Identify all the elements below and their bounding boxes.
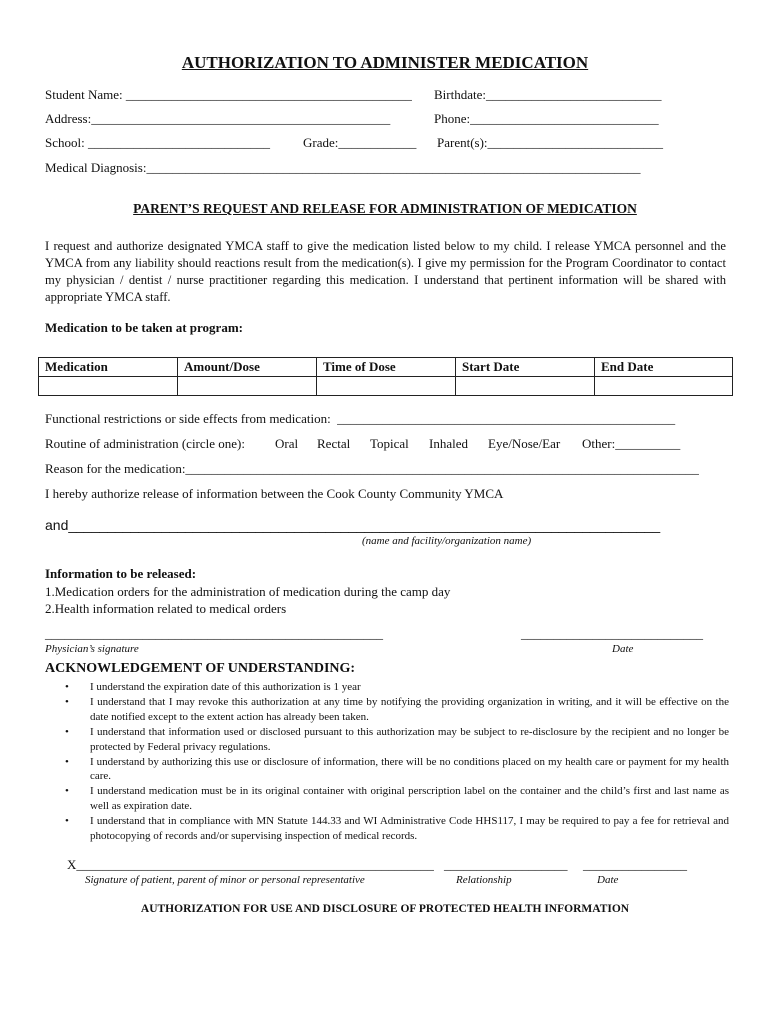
school-field[interactable]: School: ____________________________	[45, 135, 270, 150]
form-title: AUTHORIZATION TO ADMINISTER MEDICATION	[181, 53, 589, 72]
cell-end-date[interactable]	[595, 377, 733, 396]
table-row	[39, 377, 733, 396]
birthdate-field[interactable]: Birthdate:___________________________	[434, 87, 662, 102]
patient-signature-line[interactable]: X_______________________________________________________	[67, 857, 434, 872]
cell-start-date[interactable]	[456, 377, 595, 396]
physician-date-line[interactable]: ____________________________	[521, 626, 703, 641]
list-item: • I understand that I may revoke this authorization at any time by notifying the providing organization in writing, and it will be effective on the date notified except to the extent action has already been taken.	[65, 695, 729, 723]
phone-field[interactable]: Phone:_____________________________	[434, 111, 659, 126]
header-medication: Medication	[39, 358, 178, 377]
and-facility-caption: (name and facility/organization name)	[362, 535, 532, 547]
physician-signature-line[interactable]: ____________________________________________________	[45, 626, 383, 641]
reason-field[interactable]: Reason for the medication:_______________________________________________________________________________	[45, 461, 699, 476]
signature-date-line[interactable]: ________________	[583, 857, 687, 872]
signature-date-label: Date	[597, 874, 619, 886]
route-eye-nose-ear[interactable]: Eye/Nose/Ear	[488, 436, 561, 451]
bullet-icon: •	[65, 785, 69, 798]
cell-time-of-dose[interactable]	[317, 377, 456, 396]
relationship-label: Relationship	[456, 874, 512, 886]
list-item: • I understand that information used or disclosed pursuant to this authorization may be subject to re-disclosure by the recipient and no longer be protected by Federal privacy regulations.	[65, 725, 729, 753]
address-field[interactable]: Address:______________________________________________	[45, 111, 391, 126]
medication-table	[38, 357, 733, 396]
patient-signature-label: Signature of patient, parent of minor or personal representative	[85, 874, 365, 886]
header-time-of-dose: Time of Dose	[317, 358, 456, 377]
route-rectal[interactable]: Rectal	[317, 436, 351, 451]
list-item: • I understand by authorizing this use or disclosure of information, there will be no conditions placed on my health care or payment for my health care.	[65, 755, 729, 783]
functional-restrictions-field[interactable]: Functional restrictions or side effects from medication: ____________________________________________________	[45, 411, 676, 426]
route-inhaled[interactable]: Inhaled	[429, 436, 468, 451]
parents-field[interactable]: Parent(s):___________________________	[437, 135, 664, 150]
medication-label: Medication to be taken at program:	[45, 320, 243, 335]
list-item: • I understand the expiration date of this authorization is 1 year	[65, 681, 361, 693]
header-end-date: End Date	[595, 358, 733, 377]
bullet-icon: •	[65, 755, 69, 768]
bullet-icon: •	[65, 725, 69, 738]
relationship-line[interactable]: ___________________	[444, 857, 568, 872]
parent-request-paragraph: I request and authorize designated YMCA staff to give the medication listed below to my child. I release YMCA personnel and the YMCA from any liability should reactions result from the medication(s). I give my permission for the Program Coordinator to contact my physician / dentist / nurse practitioner regarding this medication. I understand that pertinent information will be shared with appropriate YMCA staff.	[45, 239, 726, 304]
routine-label: Routine of administration (circle one):	[45, 436, 245, 451]
acknowledgement-title: ACKNOWLEDGEMENT OF UNDERSTANDING:	[45, 661, 356, 676]
acknowledgement-list	[45, 680, 729, 844]
header-amount-dose: Amount/Dose	[178, 358, 317, 377]
route-oral[interactable]: Oral	[275, 436, 299, 451]
student-name-field[interactable]: Student Name: ____________________________________________	[45, 87, 412, 102]
list-item: • I understand medication must be in its original container with original perscription label on the container and the child’s first and last name as well as expiration date.	[65, 785, 729, 813]
bullet-icon: •	[65, 695, 69, 708]
physician-date-label: Date	[612, 643, 634, 655]
parent-request-title: PARENT’S REQUEST AND RELEASE FOR ADMINISTRATION OF MEDICATION	[133, 201, 637, 216]
bullet-icon: •	[65, 681, 69, 693]
footer-title: AUTHORIZATION FOR USE AND DISCLOSURE OF PROTECTED HEALTH INFORMATION	[140, 903, 630, 915]
cell-amount-dose[interactable]	[178, 377, 317, 396]
and-facility-field[interactable]: and____________________________________________________________________________	[45, 517, 661, 533]
cell-medication[interactable]	[39, 377, 178, 396]
list-item: • I understand that in compliance with MN Statute 144.33 and WI Administrative Code HHS117, I may be required to pay a fee for retrieval and photocopying of records and/or supervising inspection of medical records.	[65, 815, 729, 843]
route-other[interactable]: Other:__________	[582, 436, 681, 451]
info-release-title: Information to be released:	[45, 566, 197, 581]
physician-signature-label: Physician’s signature	[45, 643, 139, 655]
authorize-release-text: I hereby authorize release of information between the Cook County Community YMCA	[45, 486, 504, 501]
medical-diagnosis-field[interactable]: Medical Diagnosis:____________________________________________________________________________	[45, 160, 641, 175]
grade-field[interactable]: Grade:____________	[303, 135, 417, 150]
table-header-row	[39, 358, 733, 377]
info-release-item: 1.Medication orders for the administration of medication during the camp day	[45, 584, 451, 599]
route-topical[interactable]: Topical	[370, 436, 409, 451]
header-start-date: Start Date	[456, 358, 595, 377]
bullet-icon: •	[65, 815, 69, 828]
info-release-item: 2.Health information related to medical orders	[45, 601, 287, 616]
